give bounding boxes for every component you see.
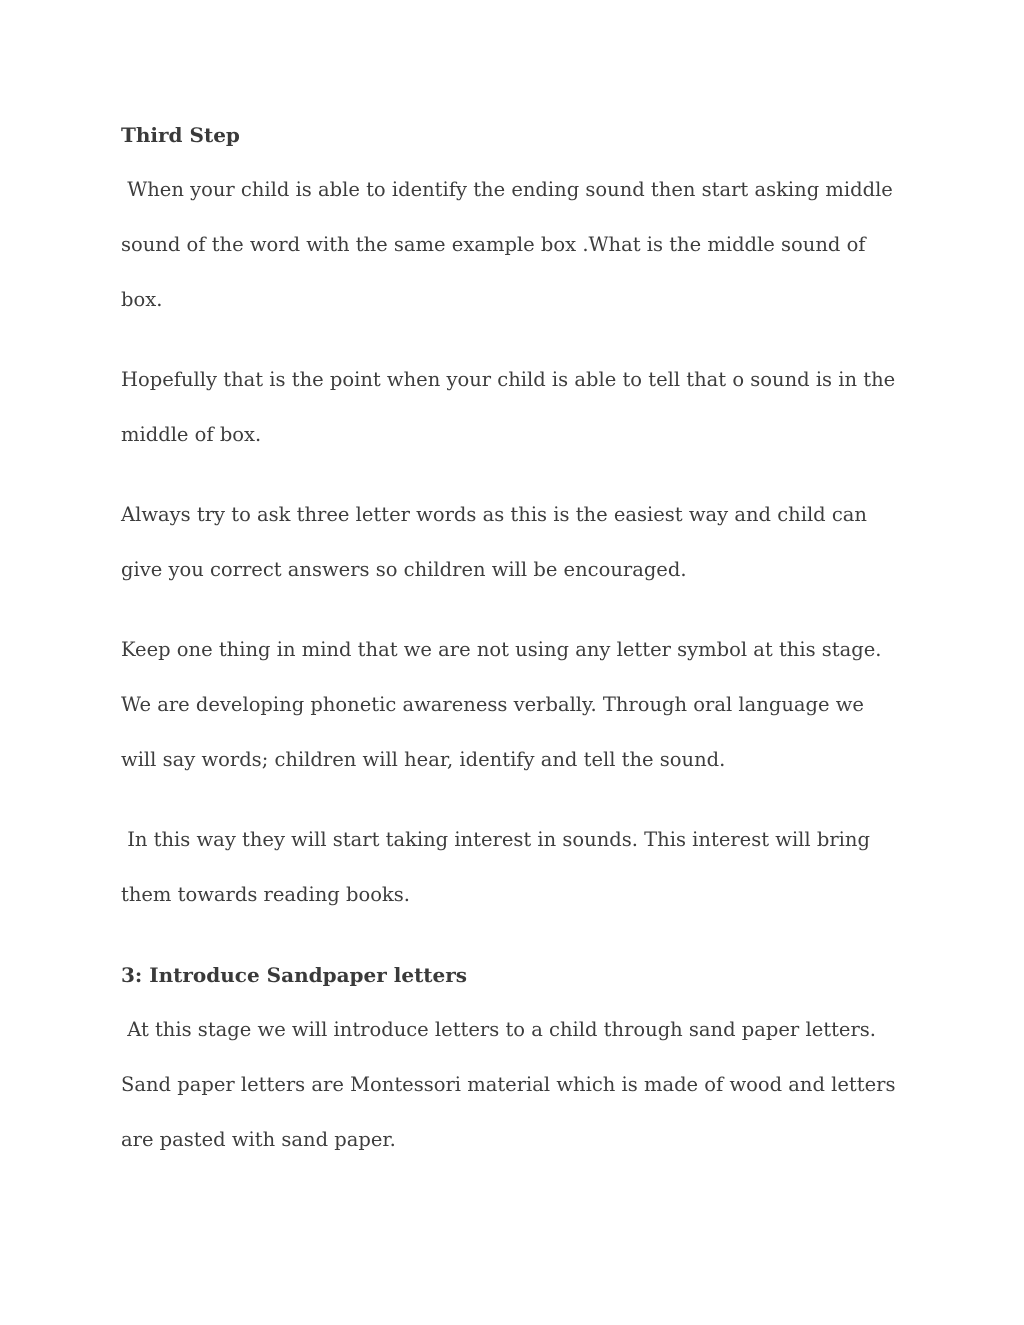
- section-heading-third-step: Third Step: [121, 123, 240, 147]
- paragraph-line: them towards reading books.: [121, 883, 410, 906]
- paragraph-line: Always try to ask three letter words as this is the easiest way and child can: [121, 503, 867, 526]
- paragraph-line: box.: [121, 288, 163, 311]
- paragraph-line: Sand paper letters are Montessori material which is made of wood and letters: [121, 1073, 896, 1096]
- section-heading-introduce-sandpaper-letters: 3: Introduce Sandpaper letters: [121, 963, 468, 987]
- paragraph-line: are pasted with sand paper.: [121, 1128, 396, 1151]
- paragraph-line: will say words; children will hear, identify and tell the sound.: [121, 748, 726, 771]
- paragraph-line: When your child is able to identify the ending sound then start asking middle: [121, 178, 893, 201]
- paragraph-line: Keep one thing in mind that we are not using any letter symbol at this stage.: [121, 638, 882, 661]
- paragraph-line: We are developing phonetic awareness verbally. Through oral language we: [121, 693, 864, 716]
- paragraph-line: In this way they will start taking interest in sounds. This interest will bring: [121, 828, 870, 851]
- paragraph-line: At this stage we will introduce letters to a child through sand paper letters.: [121, 1018, 876, 1041]
- paragraph-line: Hopefully that is the point when your child is able to tell that o sound is in the: [121, 368, 896, 391]
- paragraph-line: sound of the word with the same example box .What is the middle sound of: [121, 233, 866, 256]
- paragraph-line: give you correct answers so children will be encouraged.: [121, 558, 687, 581]
- paragraph-line: middle of box.: [121, 423, 262, 446]
